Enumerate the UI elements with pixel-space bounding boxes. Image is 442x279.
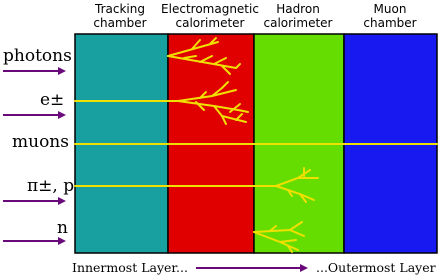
layer-header-hadron-line1: Hadron (276, 2, 320, 16)
layer-header-tracking-line1: Tracking (95, 2, 145, 16)
layer-header-muon-line1: Muon (373, 2, 407, 16)
layer-header-em-line1: Electromagnetic (161, 2, 259, 16)
particle-label-electrons: e± (40, 90, 65, 110)
particle-labels (3, 46, 74, 238)
particle-label-neutrons: n (57, 218, 68, 238)
footer (72, 260, 436, 275)
footer-inner-label: Innermost Layer... (72, 260, 188, 275)
particle-label-muons: muons (12, 132, 69, 152)
layer-header-tracking-line2: chamber (93, 16, 147, 30)
footer-outer-label: ...Outermost Layer (316, 260, 436, 275)
particle-label-hadrons: π±, p (27, 176, 75, 196)
layer-header-em-line2: calorimeter (175, 16, 245, 30)
layer-header-muon-line2: chamber (363, 16, 417, 30)
layer-header-hadron-line2: calorimeter (263, 16, 333, 30)
layer-headers (93, 2, 416, 30)
particle-label-photons: photons (3, 46, 72, 66)
